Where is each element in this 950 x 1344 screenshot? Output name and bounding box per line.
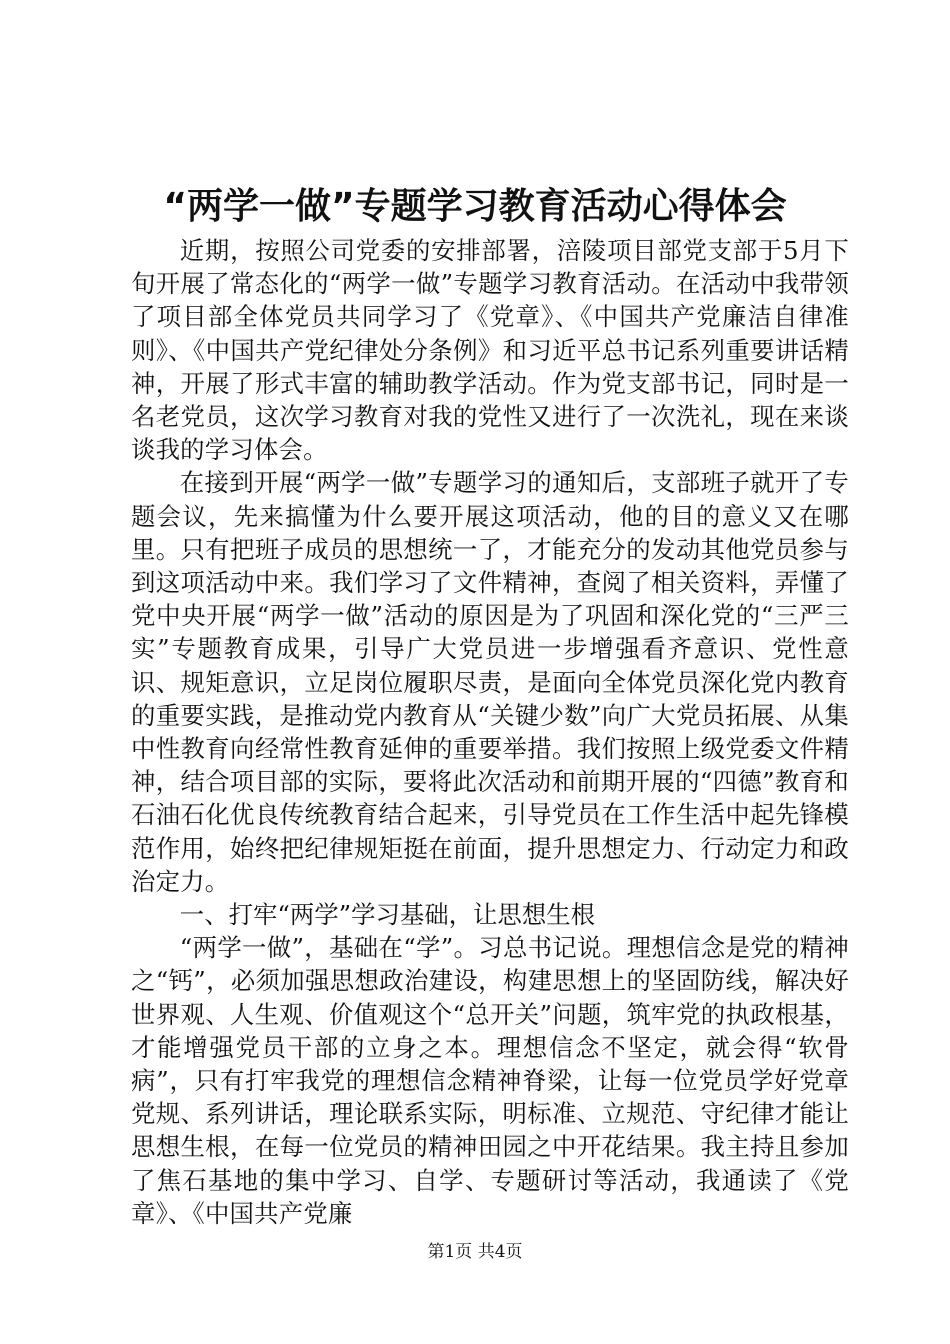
page-footer	[0, 1240, 950, 1264]
document-title: “两学一做”专题学习教育活动心得体会	[163, 186, 787, 227]
paragraph-section-one: “两学一做”，基础在“学”。习总书记说。理想信念是党的精神之“钙”，必须加强思想政治建设，构建思想上的坚固防线，解决好世界观、人生观、价值观这个“总开关”问题，筑牢党的执政根基，才能增强党员干部的立身之本。理想信念不坚定，就会得“软骨病”，只有打牢我党的理想信念精神脊梁，让每一位党员学好党章党规、系列讲话，理论联系实际，明标准、立规范、守纪律才能让思想生根，在每一位党员的精神田园之中开花结果。我主持且参加了焦石基地的集中学习、自学、专题研讨等活动，我通读了《党章》、《中国共产党廉	[131, 933, 849, 1228]
paragraph-background: 在接到开展“两学一做”专题学习的通知后，支部班子就开了专题会议，先来搞懂为什么要开展这项活动，他的目的意义又在哪里。只有把班子成员的思想统一了，才能充分的发动其他党员参与到这项活动中来。我们学习了文件精神，查阅了相关资料，弄懂了党中央开展“两学一做”活动的原因是为了巩固和深化党的“三严三实”专题教育成果，引导广大党员进一步增强看齐意识、党性意识、规矩意识，立足岗位履职尽责，是面向全体党员深化党内教育的重要实践，是推动党内教育从“关键少数”向广大党员拓展、从集中性教育向经常性教育延伸的重要举措。我们按照上级党委文件精神，结合项目部的实际，要将此次活动和前期开展的“四德”教育和石油石化优良传统教育结合起来，引导党员在工作生活中起先锋模范作用，始终把纪律规矩挺在前面，提升思想定力、行动定力和政治定力。	[131, 468, 849, 896]
section-heading: 一、打牢“两学”学习基础，让思想生根	[179, 900, 595, 930]
page-number-label: 第1页 共4页	[427, 1242, 523, 1262]
paragraph-intro: 近期，按照公司党委的安排部署，涪陵项目部党支部于5月下旬开展了常态化的“两学一做”专题学习教育活动。在活动中我带领了项目部全体党员共同学习了《党章》、《中国共产党廉洁自律准则》、《中国共产党纪律处分条例》和习近平总书记系列重要讲话精神，开展了形式丰富的辅助教学活动。作为党支部书记，同时是一名老党员，这次学习教育对我的党性又进行了一次洗礼，现在来谈谈我的学习体会。	[131, 236, 849, 465]
document-body	[131, 234, 849, 1230]
